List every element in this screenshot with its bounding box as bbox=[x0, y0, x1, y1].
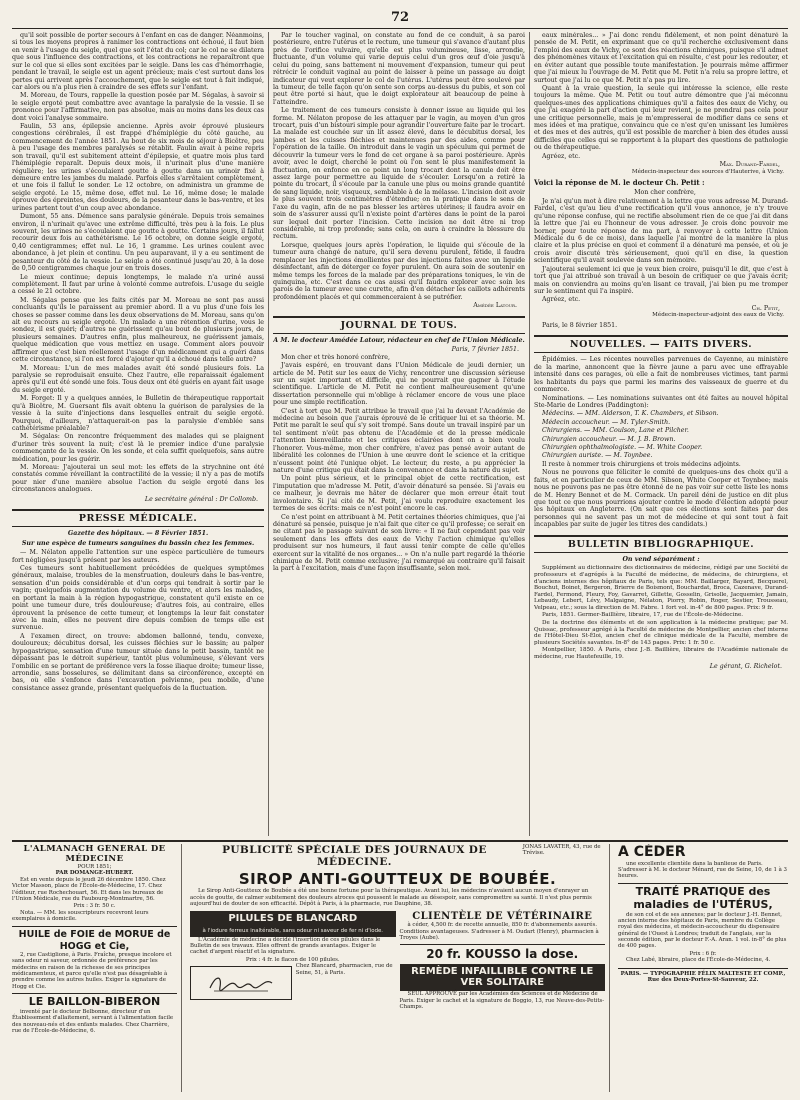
advertisements-band bbox=[12, 840, 788, 1092]
gerant-signature: Le gérant, G. Richelot. bbox=[709, 662, 782, 670]
paragraph: A l'examen direct, on trouve: abdomen ballonné, tendu, convexe, douloureux; décubitus dorsal, les cuisses fléchies sur le bassin; au palper hypogastrique, sensation d'une tumeur située dans le petit bassin, tantôt ne dépassant pas le détroit supérieur, tantôt plus volumineuse, s'élevant vers l'ombilic en se portant de préférence vers la fosse iliaque droite; tumeur lisse, arrondie, sans bosselures, se délimitant dans sa circonférence, excepté en bas, où elle s'enfonce dans l'excavation pelvienne, peu mobile, d'une consistance assez grande, présentant quelquefois de la fluctuation. bbox=[12, 632, 264, 692]
column-divider bbox=[268, 32, 269, 836]
paragraph: M. Forget: Il y a quelques années, le Bulletin de thérapeutique rapportait qu'à Bicêtre, M. Guersant fils avait obtenu la guérison de paralysies de la vessie à la suite d'injections dans lesquelles entrait du seigle ergoté. Pourquoi, d'ailleurs, n'attaquerait-on pas la paralysie d'emblée sans cathétérisme préalable? bbox=[12, 395, 264, 432]
almanach-nota: Nota. — MM. les souscripteurs recevront leurs exemplaires à domicile. bbox=[12, 909, 149, 923]
paragraph: M. Moreau: L'un de mes malades avait été sondé plusieurs fois. La paralysie se reproduisait ensuite. Chez l'autre, elle reparaissait également après qu'il eut été sondé une fois. Tous deux ont été guéris en ayant fait usage du seigle ergoté. bbox=[12, 364, 264, 394]
page-number: 72 bbox=[390, 10, 410, 25]
pilules-text: L'Académie de médecine a décidé l'insertion de ces pilules dans le Bulletin de ses travaux. Elles offrent de grands avantages. Exiger le cachet d'argent réactif et la signature. bbox=[190, 936, 381, 956]
petit-title: Médecin-inspecteur-adjoint des eaux de Vichy. bbox=[652, 312, 784, 319]
paragraph: Le mieux continue; depuis longtemps, le malade n'a uriné aussi complètement. Il faut par urine à volonté comme autrefois. L'usage du seigle a cessé le 21 octobre. bbox=[12, 273, 264, 296]
ads-left-column bbox=[12, 844, 182, 1092]
paragraph: Il reste à nommer trois chirurgiens et trois médecins adjoints. bbox=[542, 460, 741, 468]
pilules-ad bbox=[190, 911, 396, 1012]
top-rule bbox=[12, 28, 788, 29]
pilules-depot: Chez Blancard, pharmacien, rue de Seine, 51, à Paris. bbox=[295, 963, 393, 976]
news-line: Médecins. — MM. Alderson, T. K. Chambers, et Sibson. bbox=[542, 410, 719, 418]
publicite-title: PUBLICITÉ SPÉCIALE DES JOURNAUX DE MÉDECINE. bbox=[222, 844, 487, 869]
bibliography-subtitle: On vend séparément : bbox=[622, 555, 700, 563]
ads-right-column bbox=[614, 844, 788, 1092]
column-2 bbox=[273, 32, 525, 836]
pilules-price: Prix : 4 fr. le flacon de 100 pilules. bbox=[245, 956, 340, 963]
publicite-agent: JONAS LAVATER, 43, rue de Trévise. bbox=[522, 844, 601, 857]
letter-salutation: Mon cher et très honoré confrère, bbox=[281, 353, 390, 361]
letter-close: Agréez, etc. bbox=[542, 152, 581, 160]
column-divider bbox=[529, 32, 530, 836]
reply-close: Agréez, etc. bbox=[542, 296, 581, 304]
almanach-year: POUR 1851; bbox=[77, 864, 112, 871]
journal-subtitle: A M. le docteur Amédée Latour, rédacteur en chef de l'Union Médicale. bbox=[273, 336, 525, 344]
paragraph: Quant à la vraie question, la seule qui intéresse la science, elle reste toujours la même. Que M. Petit ou tout autre démontre que j'ai méconnu quelques-unes des applications chimiques qu'il a faites des eaux de Vichy, ou que j'ai exagéré la part d'action qui leur revient, je ne prendrai pas cela pour une critique personnelle, mais je m'empresserai de modifier dans ce sens et mes idées et ma pratique, convaincu que ce n'est qu'en unissant les lumières et des mes et des autres, qu'il est possible de marcher à bien des études aussi difficiles que celles qui se rapportent à la plupart des questions de pathologie ou de thérapeutique. bbox=[534, 84, 788, 152]
bibliography-item: Montpellier, 1850. À Paris, chez J.-B. Baillière, libraire de l'Académie nationale de médecine, rue Hautefeuille, 19. bbox=[534, 647, 788, 661]
paragraph: M. Moreau: J'ajouterai un seul mot: les effets de la strychnine ont été constatés comme réveillant la contractilité de la vessie; il n'y a pas de motifs pour nier d'une manière absolue l'action du seigle ergoté dans les circonstances analogues. bbox=[12, 464, 264, 494]
paragraph: J'ajouterai seulement ici que je veux bien croire, puisqu'il le dit, que c'est à tort que j'ai attribué son travail à un besoin de critiquer ce que j'avais écrit; mais on conviendra au moins qu'en lisant ce travail, j'ai bien pu me tromper sur le sentiment qui l'a inspiré. bbox=[534, 265, 788, 295]
ceder-title: A CÉDER bbox=[618, 844, 686, 860]
column-1 bbox=[12, 32, 264, 836]
newspaper-page bbox=[12, 10, 788, 1092]
reply-date: Paris, le 8 février 1851. bbox=[542, 321, 618, 329]
press-section-title: PRESSE MÉDICALE. bbox=[12, 509, 264, 527]
paragraph: M. Ségalas: On rencontre fréquemment des malades qui se plaignent d'uriner très souvent la nuit; c'est là le premier indice d'une paralysie commençante de la vessie. On les sonde, et cela suffit quelquefois, sans autre médication, pour les guérir. bbox=[12, 433, 264, 463]
paragraph: M. Ségalas pense que les faits cités par M. Moreau ne sont pas aussi concluants qu'ils le paraissent au premier abord. Il a vu plus d'une fois les choses se passer comme dans les deux observations de M. Moreau, sans qu'on ait eu recours au seigle ergoté. Un malade a une rétention d'urine, vous le sondez, il est guéri; d'autres ne guérissent qu'au bout de plusieurs jours, de plusieurs semaines. D'autres enfin, plus malheureux, ne guérissent jamais, quelque médication que vous mettiez en usage. Comment alors pouvoir affirmer que c'est bien réellement l'usage d'un médicament qui a guéri dans cette circonstance, si l'on est forcé d'ajouter qu'il a échoué dans telle autre? bbox=[12, 296, 264, 364]
huile-text: 2, rue Castiglione, à Paris. Fraîche, presque incolore et sans odeur ni saveur, ordonnée de préférence par les médecins en raison de la richesse de ses principes médicamenteux, et parce qu'elle n'est pas désagréable à prendre comme les autres huiles. Exiger la signature de Hogg et Cie. bbox=[12, 951, 172, 990]
secretary-signature: Le secrétaire général : Dr Collomb. bbox=[144, 495, 258, 503]
pilules-title: PILULES DE BLANCARD bbox=[190, 911, 396, 927]
paragraph: Ce n'est point en attribuant à M. Petit certaines théories chimiques, que j'ai dénaturé sa pensée, puisque je n'ai fait que citer ce qu'il professe; ce serait en ne citant pas le passage suivant de son livre: « Il ne faut cependant pas voir seulement dans les effets des eaux de Vichy l'action chimique qu'elles produisent sur nos humeurs, il faut aussi tenir compte de celle qu'elles exercent sur la vitalité de nos organes... » On n'a nulle part regardé la théorie chimique de M. Petit comme exclusive; j'ai remarqué au contraire qu'il faisait la part à l'excitation, mais d'une façon insuffisante, selon moi. bbox=[273, 513, 525, 573]
paragraph: qu'il soit possible de porter secours à l'enfant en cas de danger. Néanmoins, si tous les moyens propres à ranimer les contractions ont échoué, il faut bien en venir à l'usage du seigle, quel que soit l'état du col; car le col ne se dilatera que sous l'influence des contractions, et les contractions ne reparaîtront que sur le col que si elles sont excitées par le seigle. Dans les cas d'hémorrhagie, pendant le travail, le seigle est un agent précieux; mais c'est surtout dans les pertes qui arrivent après l'accouchement, que le seigle est tout à fait indiqué, car alors ou n'a plus rien à craindre de ses effets sur l'enfant. bbox=[12, 32, 264, 91]
news-line: Chirurgien ophthalmologiste. — M. White Cooper. bbox=[542, 444, 703, 452]
kousso-text: SEUL APPROUVÉ par les Académies des Sciences et de Médecine de Paris. Exiger le cachet et la signature de Boggio, 13, rue Neuve-des-Petits-Champs. bbox=[399, 991, 605, 1010]
sirop-title: SIROP ANTI-GOUTTEUX DE BOUBÉE. bbox=[238, 869, 557, 888]
almanach-title: L'ALMANACH GÉNÉRAL DE MÉDECINE bbox=[23, 844, 166, 865]
news-line: Médecin accoucheur. — M. Tyler-Smith. bbox=[542, 418, 671, 426]
paragraph: Épidémies. — Les récentes nouvelles parvenues de Cayenne, au ministère de la marine, annoncent que la fièvre jaune a paru avec une effrayable intensité dans ces parages, où elle a fait de nombreuses victimes, tant parmi les habitants du pays que parmi les marins des vaisseaux de guerre et du commerce. bbox=[534, 356, 788, 394]
almanach-text: Est en vente depuis le jeudi 26 décembre 1850. Chez Victor Masson, place de l'École-de-Médecine, 17. Chez l'éditeur, rue Rochechouart, 56. Et dans les bureaux de l'Union Médicale, rue du Faubourg-Montmartre, 56. bbox=[12, 876, 166, 902]
bibliography-item: Paris, 1851. Germer-Baillière, libraire, 17, rue de l'École-de-Médecine. bbox=[542, 612, 744, 619]
clientele-title: CLIENTÈLE DE VÉTÉRINAIRE bbox=[412, 910, 593, 922]
paragraph: Dumont, 55 ans. Démence sans paralysie générale. Depuis trois semaines environ, il n'urinait qu'avec une extrême difficulté, très peu à la fois. Le plus souvent, les urines ne s'écoulaient que goutte à goutte. Certains jours, il fallut recourir deux fois au cathétérisme. Le 16 octobre, on donne seigle ergoté, 0,40 centigrammes; effet nul. Le 16, 1 gramme. Les urines coulent avec abondance, à jet plein et continu. Un peu auparavant, il y a eu sentiment de pesanteur du côté de la vessie. Le seigle a été continué jusqu'au 20, à la dose de 0,50 centigrammes chaque jour en trois doses. bbox=[12, 213, 264, 273]
column-3 bbox=[534, 32, 788, 836]
news-section-title: NOUVELLES. — FAITS DIVERS. bbox=[534, 335, 788, 353]
almanach-price: Prix : 3 fr. 50 c. bbox=[73, 903, 116, 910]
clientele-text: à céder, 4,500 fr. de recette annuelle, 850 fr. d'abonnements assurés. Conditions avantageuses. S'adresser à M. Oudart (Henry), pharmacien à Troyes (Aube). bbox=[399, 922, 599, 942]
pilules-footer bbox=[190, 963, 396, 1000]
kousso-title: 20 fr. KOUSSO la dose. bbox=[400, 944, 606, 961]
clientele-ad bbox=[400, 911, 606, 1012]
paragraph: Je n'ai qu'un mot à dire relativement à la lettre que vous adresse M. Durand-Fardel, c'est qu'au lieu d'une rectification qu'il vous annonce, je n'y trouve qu'une réponse confuse, qui ne rectifie absolument rien de ce que j'ai dit dans la lettre que j'ai eu l'honneur de vous adresser. Je crois donc pouvoir me borner, pour toute réponse de ma part, à renvoyer à cette lettre (Union Médicale du 6 de ce mois), dans laquelle j'ai montré de la manière la plus claire et la plus précise en quoi et comment il a dénaturé ma pensée, et où je crois avoir discuté très sérieusement, quoi qu'il en dise, la question scientifique qu'il avait soulevée dans son mémoire. bbox=[534, 197, 788, 265]
news-line: Chirurgien accoucheur. — M. J. B. Brown. bbox=[542, 435, 676, 443]
bibliography-item: De la doctrine des éléments et de son application à la médecine pratique; par M. Quissac, professeur agrégé à la Faculté de médecine de Montpellier, ancien chef interne de l'Hôtel-Dieu St-Éloi, ancien chef de clinique médicale de la Faculté, membre de plusieurs Sociétés savantes. In-8° de 143 pages. Prix: 1 fr. 50 c. bbox=[534, 620, 788, 646]
news-line: Chirurgien auriste. — M. Toynbee. bbox=[542, 452, 653, 460]
traite-price: Prix : 6 fr. bbox=[689, 950, 717, 957]
blancard-signature-icon bbox=[206, 971, 276, 995]
letter-dateline: Paris, 7 février 1851. bbox=[451, 346, 519, 354]
paragraph: Nominations. — Les nominations suivantes ont été faites au nouvel hôpital Ste-Marie de Londres (Paddington): bbox=[534, 394, 788, 409]
pilules-subtitle: à l'iodure ferreux inaltérable, sans odeur ni saveur de fer ni d'iode. bbox=[190, 926, 396, 936]
biberon-text: inventé par le docteur Belbonne, directeur d'un Établissement d'allaitement, servant à l'alimentation facile des nouveau-nés et des enfants malades. Chez Charrière, rue de l'École-de-Médecine, 6. bbox=[12, 1009, 174, 1035]
paragraph: C'est à tort que M. Petit attribue le travail que j'ai lu devant l'Académie de médecine au besoin que j'aurais éprouvé de le critiquer lui et sa théorie. M. Petit me paraît le seul qui s'y soit trompé. Sans doute un travail inspiré par un tel sentiment n'eût pas obtenu de l'Académie et de la presse médicale l'attention bienveillante et les critiques éclairées dont on a bien voulu l'honorer. Vous-même, mon cher confrère, n'avez pas pensé avoir autant de libéralité les colonnes de l'Union à une œuvre dont le science et la critique n'eussent point été l'unique objet. Le lecteur, du reste, a pu apprécier la nature d'une critique qui était dans la convenance et dans la nature du sujet. bbox=[273, 407, 525, 474]
biberon-title: LE BAILLON-BIBERON bbox=[12, 993, 177, 1009]
paragraph: — M. Nélaton appelle l'attention sur une espèce particulière de tumeurs fort négligées jusqu'à présent par les auteurs. bbox=[12, 549, 264, 564]
paragraph: Un point plus sérieux, et le principal objet de cette rectification, est l'imputation que m'adresse M. Petit, d'avoir dénaturé sa pensée. Si j'avais eu ce malheur, je devrais me hâter de déclarer que mon erreur était tout involontaire. Si j'ai cité de M. Petit, j'ai voulu reproduire exactement les termes de ses écrits: mais ce n'est point encore le cas. bbox=[273, 475, 525, 513]
kousso-banner: REMÈDE INFAILLIBLE CONTRE LE VER SOLITAIRE bbox=[400, 964, 606, 992]
durand-fardel-title: Médecin-inspecteur des sources d'Hauterive, à Vichy. bbox=[631, 168, 784, 175]
imprimerie-line: PARIS. — TYPOGRAPHIE FÉLIX MALTESTE ET COMP., Rue des Deux-Portes-St-Sauveur, 22. bbox=[618, 968, 788, 984]
ads-middle-column bbox=[186, 844, 610, 1092]
article-columns bbox=[12, 32, 788, 836]
paragraph: Par le toucher vaginal, on constate au fond de ce conduit, à sa paroi postérieure, entre l'utérus et le rectum, une tumeur qui s'avance d'autant plus près de l'orifice vulvaire, qu'elle est plus volumineuse, lisse, arrondie, fluctuante, d'un volume qui varie depuis celui d'un gros œuf d'oie jusqu'à celui du poing, sans battement ni mouvement d'expansion, tumeur qui peut rétrécir le conduit vaginal au point de laisser à peine un passage au doigt indicateur qui veut explorer le col de l'utérus. L'utérus peut être soulevé par la tumeur, de telle façon qu'on sente son corps au-dessus du pubis, et son col peut être porté si haut, que le doigt explorateur ait beaucoup de peine à l'atteindre. bbox=[273, 32, 525, 106]
paragraph: M. Moreau, de Tours, rappelle la question posée par M. Ségalas, à savoir si le seigle ergoté peut combattre avec avantage la paralysie de la vessie. Il se prononce pour l'affirmative, non pas absolue, mais au moins dans les deux cas dont voici l'analyse sommaire. bbox=[12, 92, 264, 122]
huile-title: HUILE de FOIE de MORUE de HOGG et Cie, bbox=[12, 926, 177, 951]
paragraph: Nous ne pouvons que féliciter le comité de quelques-uns des choix qu'il a faits, et en particulier de ceux de MM. Sibson, White Cooper et Toynbee; mais nous ne pouvons pas ne pas être étonné de ne pas voir sur cette liste les noms de M. Henry Bennet et de M. Cormack. Un pareil déni de justice en dit plus que tout ce que nous pourrions ajouter contre le mode d'élection adopté pour les hôpitaux en Angleterre. (On sait que ces élections sont faites par des personnes qui ne savent pas un mot de médecine et qui sont tout à fait incapables par suite de juger les titres des candidats.) bbox=[534, 469, 788, 529]
paragraph: Lorsque, quelques jours après l'opération, le liquide qui s'écoule de la tumeur aura changé de nature, qu'il sera devenu purulent, fétide, il faudra remplacer les injections émollientes par des injections faites avec un liquide désinfectant, afin de déterger ce foyer purulent. On aura soin de soutenir en même temps les forces de la malade par des préparations toniques, le vin de quinquina, etc. C'est dans ce cas aussi qu'il faudra explorer avec soin les parois de la tumeur avec une curette, afin d'en détacher les caillots adhérents profondément placés et qui commenceraient à se putréfier. bbox=[273, 241, 525, 301]
ceder-text: une excellente clientèle dans la banlieue de Paris. S'adresser à M. le docteur Ménard, rue de Seine, 10, de 1 à 3 heures. bbox=[618, 860, 787, 880]
ads-middle-row bbox=[190, 911, 605, 1012]
petit-signature: Ch. Petit, bbox=[751, 304, 780, 312]
sirop-text: Le Sirop Anti-Goutteux de Boubée a été une bonne fortune pour la thérapeutique. Avant lui, les médecins n'avaient aucun moyen d'enrayer un accès de goutte, de calmer subitement des douleurs atroces qui poussent le malade au désespoir, sans compromettre sa santé. Il n'est plus permis aujourd'hui de douter de son efficacité. Dépôt à Paris, à la pharmacie, rue Dauphine, 38. bbox=[190, 888, 592, 908]
reply-salutation: Mon cher confrère, bbox=[634, 189, 696, 197]
publicite-header bbox=[190, 844, 605, 869]
journal-section-title: JOURNAL DE TOUS. bbox=[273, 316, 525, 334]
reply-heading: Voici la réponse de M. le docteur Ch. Petit : bbox=[534, 178, 705, 188]
paragraph: J'avais espéré, en trouvant dans l'Union Médicale de jeudi dernier, un article de M. Petit sur les eaux de Vichy, rencontrer une discussion sérieuse sur un sujet important et difficile, qui ne pourrait que gagner à l'étude scientifique. L'article de M. Petit ne contient malheureusement qu'une dissertation personnelle qui m'oblige à réclamer encore de vous une place pour une simple rectification. bbox=[273, 362, 525, 407]
traite-depot: Chez Labé, libraire, place de l'École-de-Médecine, 4. bbox=[626, 957, 771, 964]
traite-text: de son col et de ses annexes; par le docteur J.-H. Bennet, ancien interne des hôpitaux de Paris, membre du Collège royal des médecins, et médecin-accoucheur du dispensaire général de l'Ouest à Londres; traduit de l'anglais, sur la seconde édition, par le docteur F.-A. Aran. 1 vol. in-8° de plus de 400 pages. bbox=[618, 911, 787, 950]
paragraph: eaux minérales... » J'ai donc rendu fidèlement, et non point dénaturé la pensée de M. Petit, en exprimant que ce qu'il recherche exclusivement dans l'emploi des eaux de Vichy, ce sont des réactions chimiques, puisque s'il admet des phénomènes vitaux et l'excitation qui en résulte, c'est pour les redouter, et en éviter autant que possible toute manifestation. Je pourrais même affirmer que j'ai mieux lu l'ouvrage de M. Petit que M. Petit n'a relu sa propre lettre, et surtout que j'ai lu ce que M. Petit n'a pas pu lire. bbox=[534, 32, 788, 84]
paragraph: Ces tumeurs sont habituellement précédées de quelques symptômes généraux, malaise, troubles de la menstruation, douleurs dans le bas-ventre, sensation d'un poids considérable et d'un corps qui tendrait à sortir par le vagin; quelquefois augmentation du volume du ventre, et alors les malades, en portant la main à la région hypogastrique, constatent qu'il existe en ce point une tumeur dure, très douloureuse; d'autres fois, au contraire, elles éprouvent la présence de cette tumeur, et longtemps la leur fait constater avec la main, elles ne peuvent dire depuis combien de temps elle est survenue. bbox=[12, 565, 264, 632]
bibliography-section-title: BULLETIN BIBLIOGRAPHIQUE. bbox=[534, 535, 788, 553]
latour-signature: Amédée Latour. bbox=[473, 302, 517, 310]
news-line: Chirurgiens. — MM. Coulson, Lane et Pilcher. bbox=[542, 427, 689, 435]
gazette-subtitle: Sur une espèce de tumeurs sanguines du bassin chez les femmes. bbox=[21, 539, 255, 547]
paragraph: Faulin, 53 ans, épilepsie ancienne. Après avoir éprouvé plusieurs congestions cérébrales, il est frappé d'hémiplégie du côté gauche, au commencement de l'année 1851. Au bout de six mois de séjour à Bicêtre, peu à peu l'usage des membres paralysés se rétablit. Faulin avait à peine repris son travail, qu'il est subitement atteint d'épilepsie, et quatre mois plus tard l'hémiplégie reparaît. Depuis deux mois, il n'urinait plus d'une manière régulière; les urines s'écoulaient goutte à goutte dans un urinoir fixé à demeure entre les jambes du malade. Parfois elles s'arrêtaient complètement, et une fois il fallut le sonder. Le 12 octobre, on administra un gramme de seigle ergoté. Le 15, même dose, effet nul. Le 16, même dose; le malade éprouve des épreintes, des douleurs, de la pesanteur dans le bas-ventre, et les urines partent tout d'un coup avec abondance. bbox=[12, 123, 264, 212]
traite-title: TRAITÉ PRATIQUE des maladies de l'UTÉRUS, bbox=[618, 883, 788, 912]
paragraph: Le traitement de ces tumeurs consiste à donner issue au liquide qui les forme. M. Nélaton propose de les attaquer par le vagin, au moyen d'un gros trocart, puis d'un bistouri simple pour agrandir l'ouverture faite par le trocart. La malade est couchée sur un lit assez élevé, dans le décubitus dorsal, les jambes et les cuisses fléchies et maintenues par des aides, comme pour l'opération de la taille. On introduit dans le vagin un spéculum qui permet de découvrir la tumeur vers le fond de cet organe à sa paroi postérieure. Après avoir, avec le doigt, cherché le point où l'on sent le plus manifestement la fluctuation, on enfonce en ce point un long trocart dont la canule doit être assez large pour permettre au liquide de s'écouler. Lorsqu'on a retiré la pointe du trocart, il s'écoule par la canule une plus ou moins grande quantité de sang liquide, noir, visqueux, semblable à de la mélasse. L'incision doit avoir le plus souvent trois centimètres d'étendue; on la pratique dans le sens de l'axe du vagin, afin de ne pas blesser les artères utérines; il faudra avoir en soin de s'assurer aussi qu'il n'existe point d'artères dans le point de la paroi sur lequel doit porter l'incision. Cette incision ne doit être ni trop considérable, ni trop profonde; sans cela, on aura à craindre la blessure du rectum. bbox=[273, 107, 525, 241]
bibliography-item: Supplément au dictionnaire des dictionnaires de médecine, rédigé par une Société de professeurs et d'agrégés à la Faculté de médecine, de médecins, de chirurgiens, et d'anciens internes des hôpitaux de Paris, tels que: MM. Baillarger, Bayard, Becquerel, Bouchut, Boinet, Bergeron, Brierre de Boismont, Bouchardat, Broca, Cazenave, Durand-Fardel, Fermond, Fleury, Foy, Gavarret, Gillette, Gosselin, Grisolle, Jacquemier, Jamain, Lebaudy, Lebert, Lévy, Malgaigne, Nélaton, Piorry, Robin, Roger, Sestier, Trousseau, Velpeau, etc.; sous la direction de M. Fabre. 1 fort vol. in-4° de 800 pages. Prix: 9 fr. bbox=[534, 565, 788, 611]
blancard-signature bbox=[190, 966, 292, 1000]
durand-fardel-signature: Max. Durand-Fardel, bbox=[719, 161, 780, 169]
almanach-author: PAR DOMANGE-HUBERT. bbox=[55, 870, 134, 877]
gazette-title: Gazette des hôpitaux. — 8 Février 1851. bbox=[67, 530, 209, 538]
